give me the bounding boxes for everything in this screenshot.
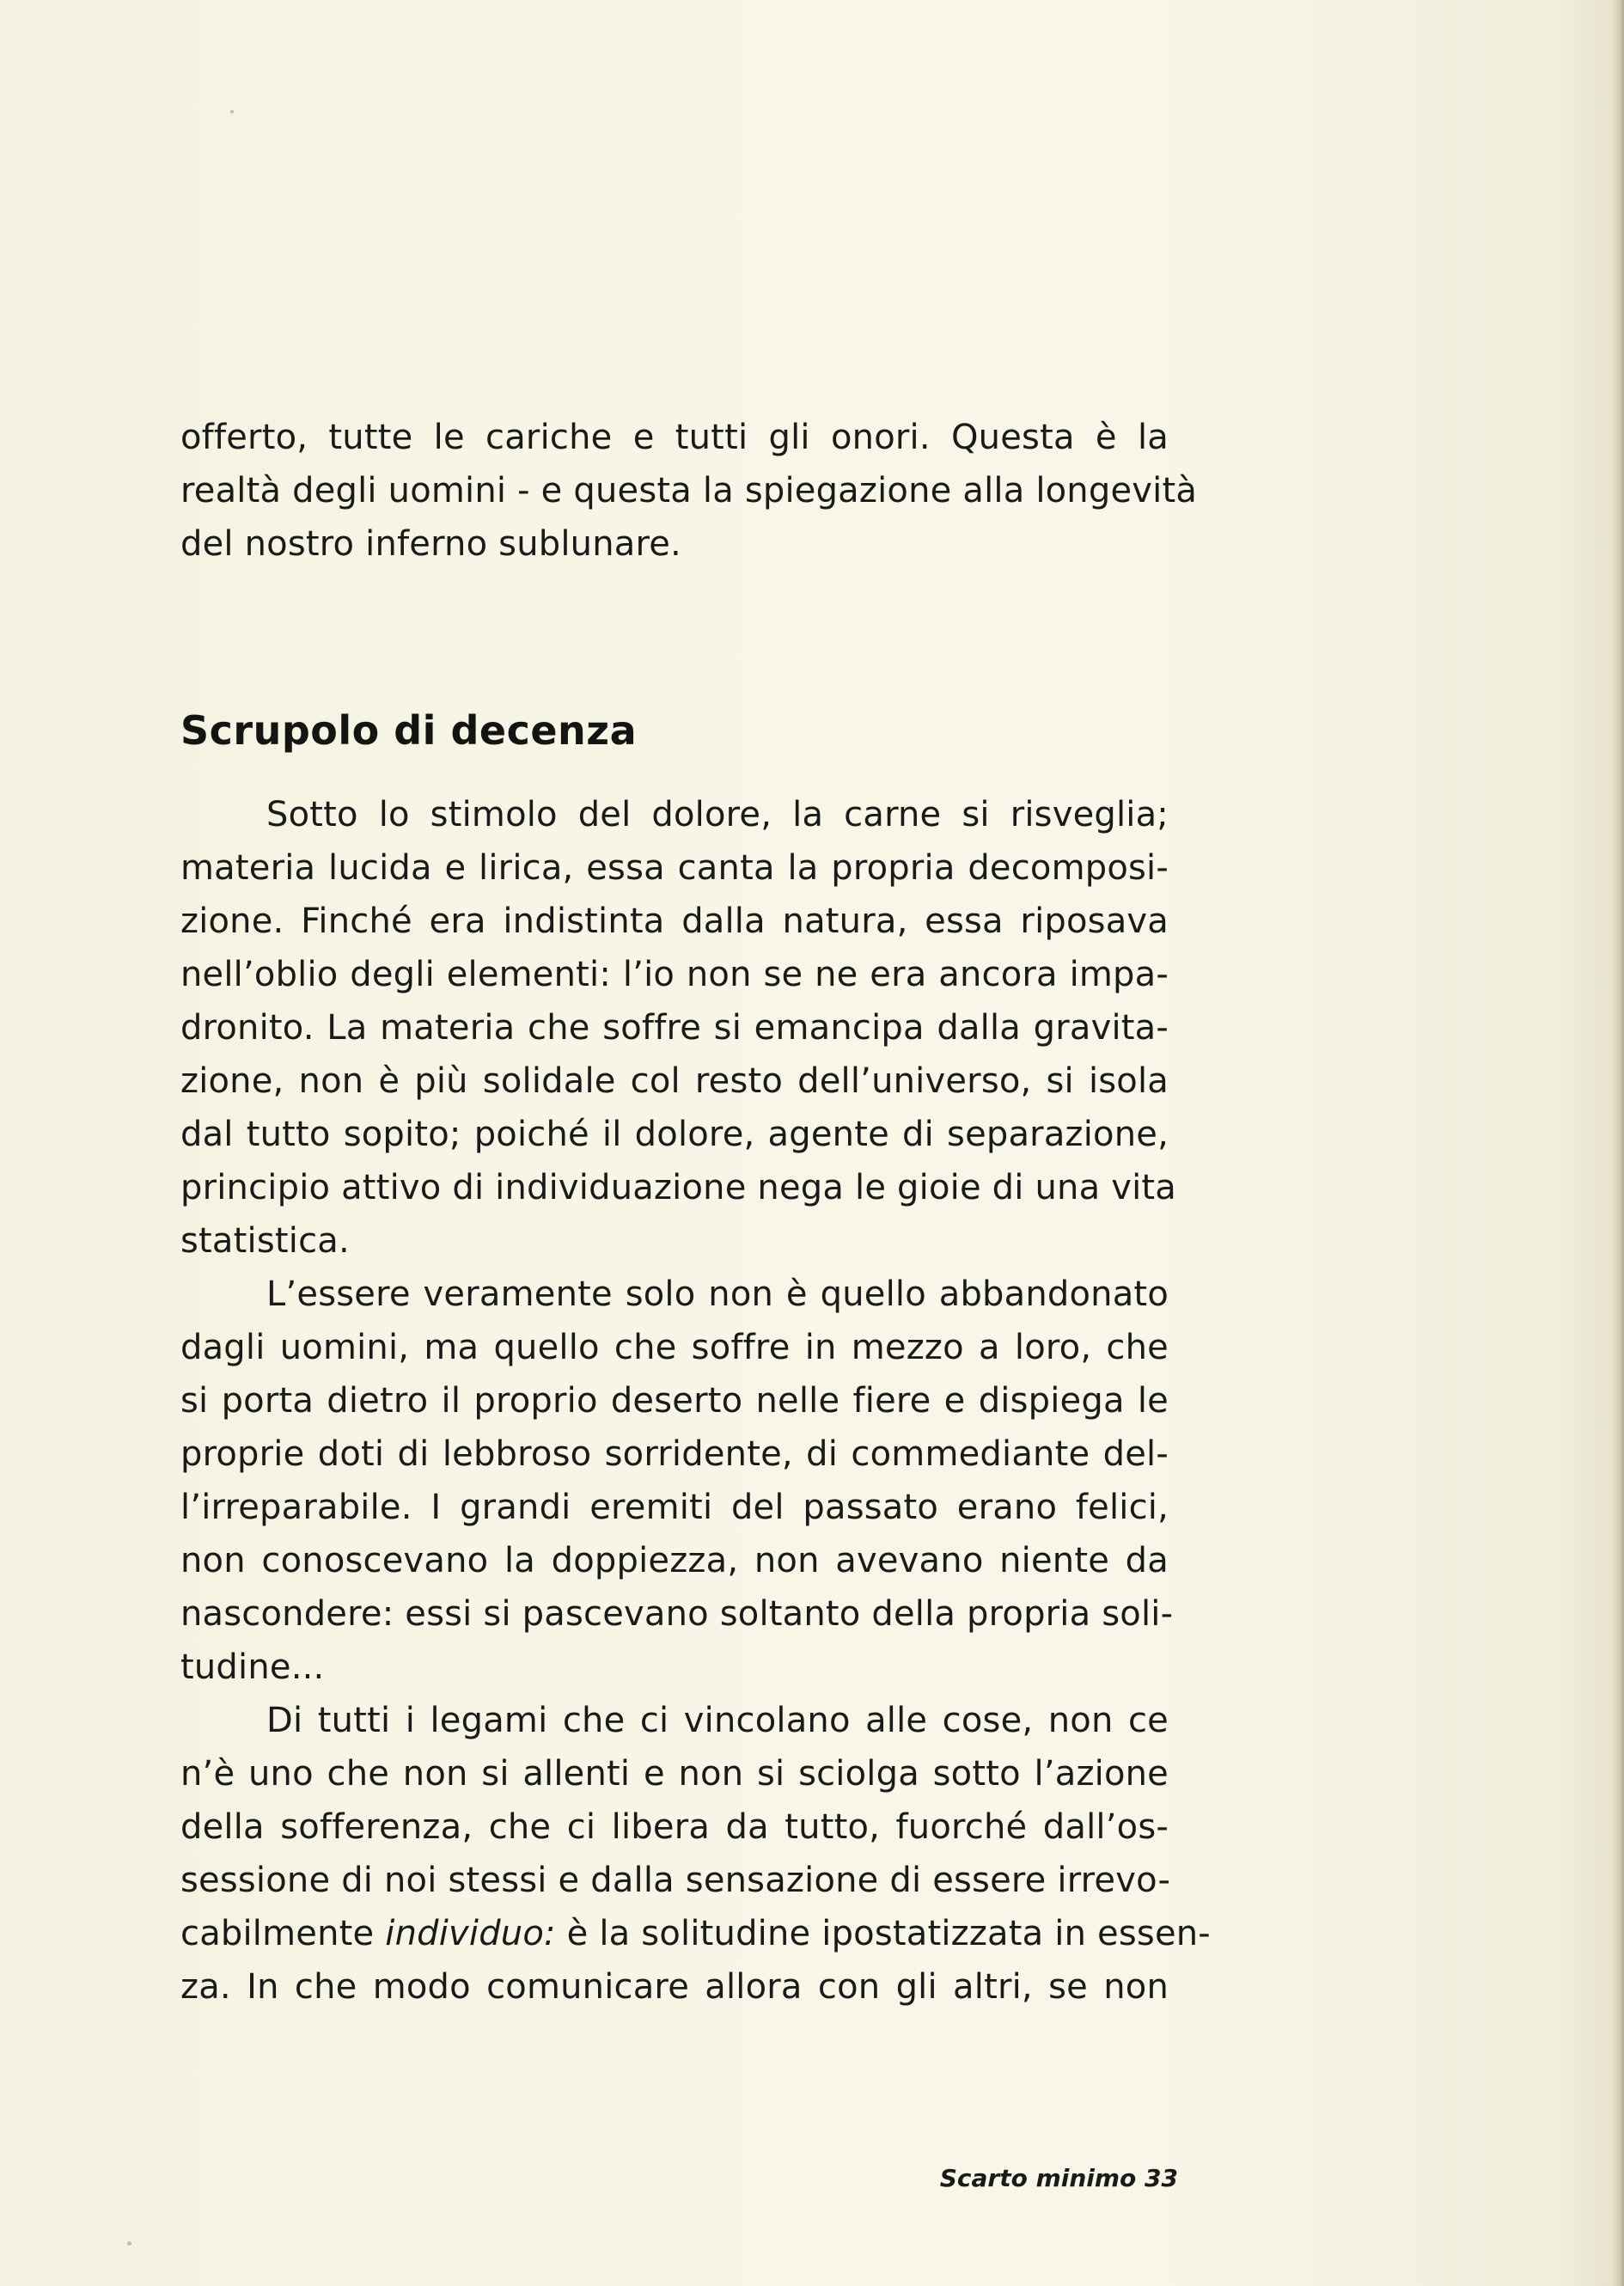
text-fragment: è la solitudine ipostatizzata in essen- — [555, 1914, 1211, 1953]
paragraph-1 — [180, 788, 1176, 1268]
text-line: dagli uomini, ma quello che soffre in mezzo a loro, che — [180, 1328, 1169, 1367]
text-line: principio attivo di individuazione nega le gioie di una vita — [180, 1168, 1176, 1207]
text-line: offerto, tutte le cariche e tutti gli onori. Questa è la — [180, 418, 1169, 457]
page-edge-shadow — [1612, 0, 1624, 2286]
section-title: Scrupolo di decenza — [180, 707, 638, 754]
text-line: sessione di noi stessi e dalla sensazione di essere irrevo- — [180, 1861, 1171, 1900]
running-footer: Scarto minimo 33 — [939, 2164, 1178, 2192]
text-line: L’essere veramente solo non è quello abbandonato — [266, 1274, 1169, 1314]
text-fragment: cabilmente — [180, 1914, 386, 1953]
text-line: non conoscevano la doppiezza, non avevano niente da — [180, 1541, 1169, 1580]
text-line: proprie doti di lebbroso sorridente, di commediante del- — [180, 1434, 1169, 1474]
section-body — [180, 788, 1211, 2014]
text-line: si porta dietro il proprio deserto nelle fiere e dispiega le — [180, 1381, 1169, 1421]
intro-paragraph — [180, 411, 1198, 571]
text-line: dronito. La materia che soffre si emancipa dalla gravita- — [180, 1008, 1169, 1048]
text-line: zione, non è più solidale col resto dell’universo, si isola — [180, 1061, 1169, 1101]
text-line: Di tutti i legami che ci vincolano alle cose, non ce — [266, 1701, 1169, 1740]
text-line: n’è uno che non si allenti e non si sciolga sotto l’azione — [180, 1754, 1169, 1794]
text-line: nell’oblio degli elementi: l’io non se ne era ancora impa- — [180, 955, 1169, 994]
text-line: l’irreparabile. I grandi eremiti del passato erano felici, — [180, 1488, 1169, 1527]
paper-speck — [230, 110, 234, 113]
text-line: del nostro inferno sublunare. — [180, 524, 681, 564]
text-line-with-italic — [180, 1907, 1211, 1960]
text-line: dal tutto sopito; poiché il dolore, agente di separazione, — [180, 1115, 1169, 1154]
italic-word: individuo: — [385, 1914, 556, 1953]
text-line: za. In che modo comunicare allora con gli altri, se non — [180, 1967, 1169, 2007]
text-line: realtà degli uomini - e questa la spiegazione alla longevità — [180, 471, 1198, 510]
text-line: Sotto lo stimolo del dolore, la carne si risveglia; — [266, 795, 1169, 834]
text-line: zione. Finché era indistinta dalla natura, essa riposava — [180, 902, 1169, 941]
paragraph-2 — [180, 1268, 1174, 1694]
text-line: della sofferenza, che ci libera da tutto, fuorché dall’os- — [180, 1807, 1169, 1847]
text-line: tudine... — [180, 1647, 325, 1687]
text-line: nascondere: essi si pascevano soltanto della propria soli- — [180, 1594, 1174, 1634]
paragraph-3 — [180, 1694, 1211, 2014]
text-line: materia lucida e lirica, essa canta la propria decomposi- — [180, 848, 1169, 888]
text-line: statistica. — [180, 1221, 350, 1261]
paper-speck — [127, 2241, 131, 2246]
